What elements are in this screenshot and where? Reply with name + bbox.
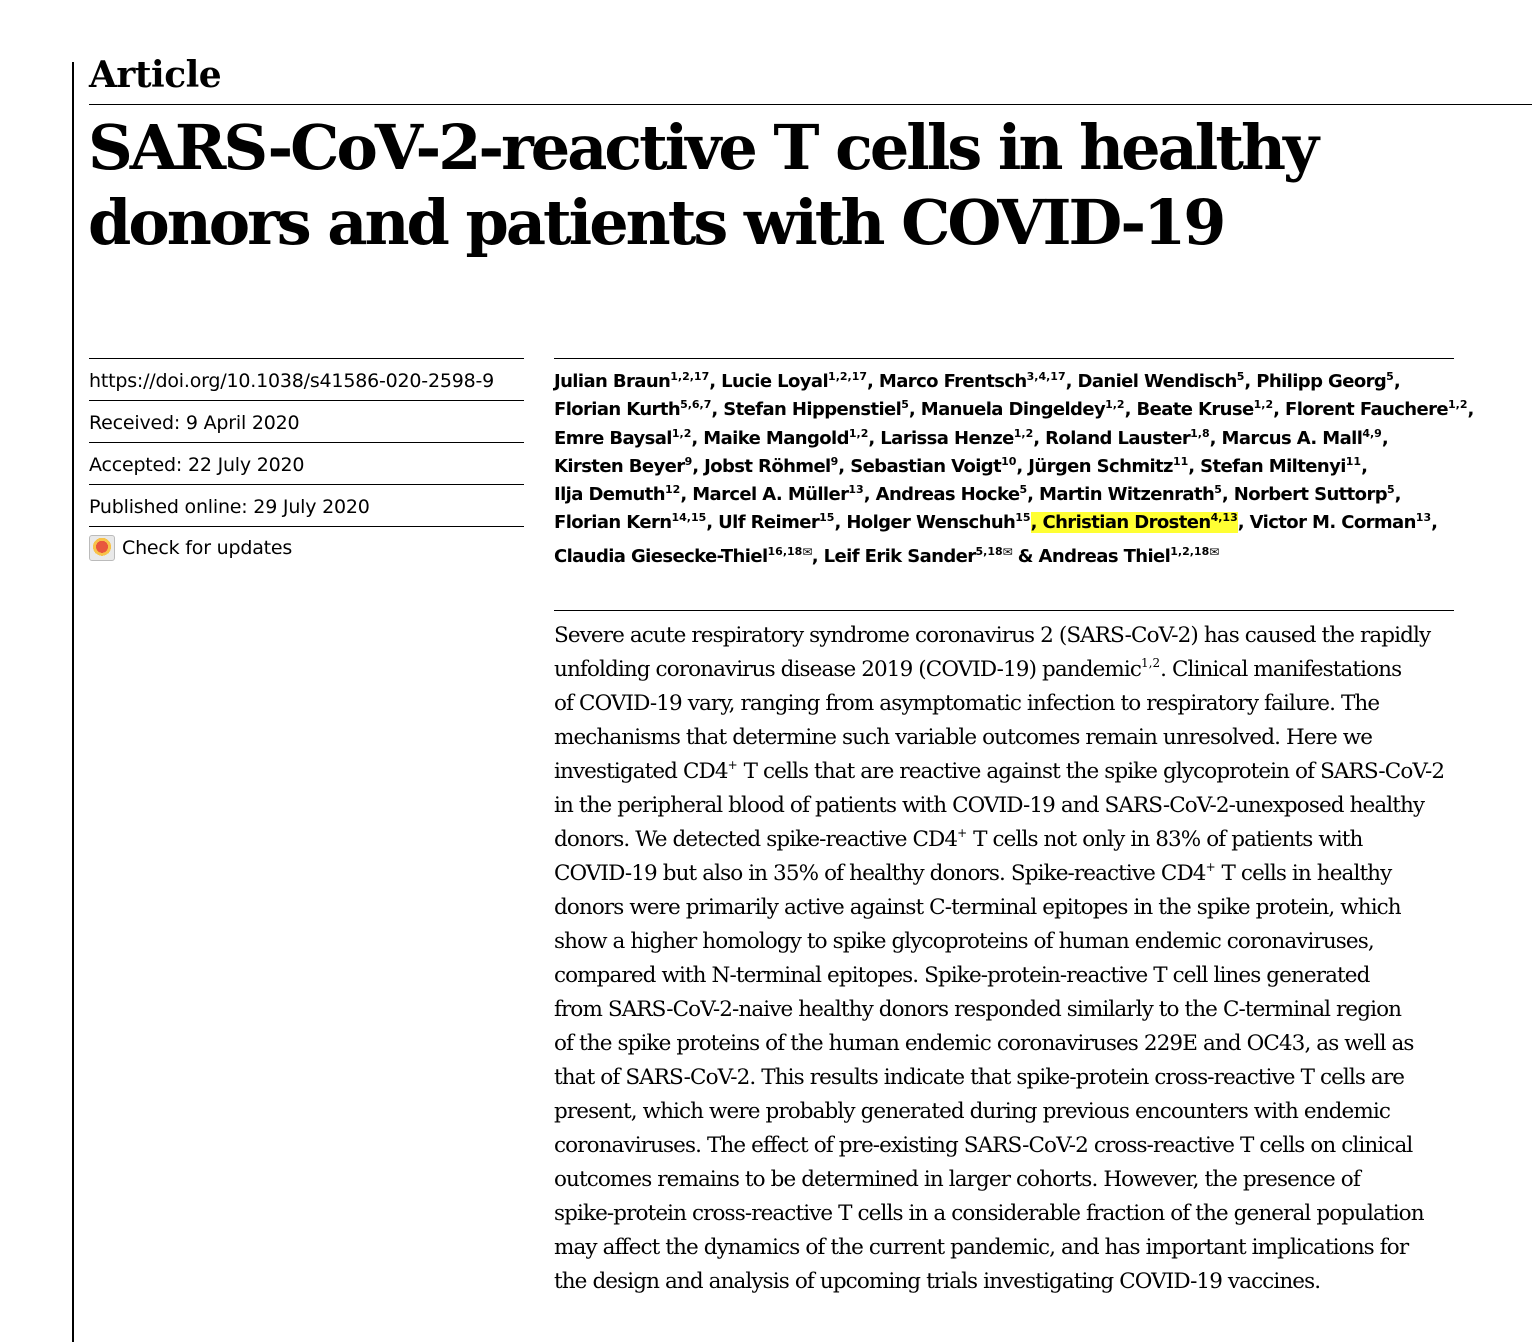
abstract-line — [554, 1265, 1454, 1299]
text: , Roland Lauster — [1033, 427, 1191, 449]
abstract-text — [554, 657, 1160, 682]
author-list — [554, 358, 1474, 571]
text: outcomes remains to be determined in larger cohorts. However, the presence of — [554, 1167, 1360, 1192]
title-line: SARS-CoV-2-reactive T cells in healthy — [88, 111, 1317, 184]
affiliation-superscript: 13 — [848, 483, 864, 497]
abstract-text — [554, 1065, 1404, 1090]
text: may affect the dynamics of the current pandemic, and has important implications for — [554, 1235, 1409, 1260]
text: , Norbert Suttorp — [1221, 484, 1388, 506]
author-name[interactable] — [554, 428, 691, 449]
abstract-line — [554, 755, 1454, 789]
article-type-label: Article — [89, 54, 222, 96]
abstract-text — [554, 861, 1216, 886]
check-for-updates-label: Check for updates — [122, 536, 293, 559]
author-separator — [1394, 371, 1400, 392]
affiliation-superscript: 5 — [1214, 483, 1222, 497]
affiliation-superscript: 4,9 — [1362, 426, 1382, 440]
text: of COVID-19 vary, ranging from asymptomatic infection to respiratory failure. The — [554, 691, 1380, 716]
text: spike-protein cross-reactive T cells in a considerable fraction of the general population — [554, 1201, 1424, 1226]
affiliation-superscript: 1,8 — [1190, 426, 1210, 440]
abstract-text — [554, 929, 1374, 954]
author-line — [554, 453, 1454, 481]
author-name[interactable] — [1244, 371, 1393, 392]
text: Claudia Giesecke-Thiel — [554, 545, 768, 567]
author-line — [554, 368, 1454, 396]
author-line — [554, 425, 1454, 453]
reference-superscript: + — [1205, 860, 1216, 874]
text: , — [1467, 399, 1474, 421]
doi-link[interactable]: https://doi.org/10.1038/s41586-020-2598-9 — [89, 358, 524, 400]
envelope-icon[interactable]: ✉ — [1209, 544, 1219, 559]
left-margin-rule — [72, 62, 74, 1342]
envelope-icon[interactable]: ✉ — [802, 544, 812, 559]
reference-superscript: + — [727, 758, 738, 772]
article-title — [88, 110, 1388, 260]
text: , Lucie Loyal — [709, 371, 829, 392]
abstract-line — [554, 1197, 1454, 1231]
author-name[interactable] — [812, 546, 1012, 567]
author-name[interactable] — [680, 484, 863, 505]
text: of the spike proteins of the human endemic coronaviruses 229E and OC43, as well as — [554, 1031, 1414, 1056]
author-line — [554, 509, 1454, 537]
affiliation-superscript: 5,6,7 — [680, 398, 712, 412]
affiliation-superscript: 5 — [1386, 370, 1394, 383]
author-name[interactable] — [867, 371, 1066, 392]
text: , Beate Kruse — [1124, 399, 1254, 421]
text: present, which were probably generated during previous encounters with endemic — [554, 1099, 1390, 1124]
abstract-text — [554, 1133, 1412, 1158]
text: , Marcus A. Mall — [1209, 427, 1363, 449]
abstract-line — [554, 789, 1454, 823]
affiliation-superscript: 1,2 — [1013, 426, 1034, 440]
author-name[interactable] — [554, 371, 709, 392]
abstract-line — [554, 1129, 1454, 1163]
author-name[interactable] — [1238, 512, 1431, 533]
text: , Leif Erik Sander — [811, 545, 976, 567]
abstract-line — [554, 925, 1454, 959]
abstract-text — [554, 1031, 1414, 1056]
text: , Marcel A. Müller — [680, 484, 849, 506]
abstract-text — [554, 895, 1401, 920]
text: , — [1431, 512, 1438, 534]
accepted-date: Accepted: 22 July 2020 — [89, 442, 524, 484]
text: mechanisms that determine such variable outcomes remain unresolved. Here we — [554, 725, 1373, 750]
author-line — [554, 481, 1454, 509]
text: T cells that are reactive against the spike glycoprotein of SARS-CoV-2 — [737, 759, 1445, 784]
text: , Victor M. Corman — [1237, 512, 1416, 534]
author-name[interactable] — [1188, 456, 1361, 477]
author-name[interactable] — [692, 456, 838, 477]
affiliation-superscript: 9 — [830, 454, 839, 468]
abstract-text — [1160, 657, 1401, 682]
author-name[interactable] — [838, 456, 1016, 477]
author-name[interactable] — [706, 512, 834, 533]
abstract-text — [554, 1235, 1408, 1260]
abstract-text — [554, 623, 1430, 648]
author-name[interactable] — [1210, 428, 1382, 449]
text: Julian Braun — [554, 371, 671, 392]
text: the design and analysis of upcoming trials investigating COVID-19 vaccines. — [554, 1269, 1321, 1294]
affiliation-superscript: 15 — [1015, 511, 1031, 525]
abstract-text — [554, 759, 738, 784]
text: , Holger Wenschuh — [834, 512, 1016, 534]
text: donors were primarily active against C-terminal epitopes in the spike protein, which — [554, 895, 1401, 920]
abstract-line — [554, 959, 1454, 993]
abstract-line — [554, 687, 1454, 721]
affiliation-superscript: 13 — [1415, 511, 1432, 525]
reference-superscript: + — [957, 826, 968, 840]
text: , Daniel Wendisch — [1065, 371, 1237, 392]
published-date: Published online: 29 July 2020 — [89, 484, 524, 526]
abstract-line — [554, 619, 1454, 653]
affiliation-superscript: 5,18 — [975, 544, 1003, 558]
text: , Ulf Reimer — [706, 512, 820, 534]
text: T cells in healthy — [1215, 861, 1392, 886]
abstract-text — [554, 1269, 1320, 1294]
affiliation-superscript: 10 — [1001, 454, 1017, 468]
text: & Andreas Thiel — [1012, 545, 1171, 567]
author-line — [554, 396, 1474, 424]
abstract-text — [967, 827, 1362, 852]
text: Kirsten Beyer — [554, 455, 685, 477]
text: in the peripheral blood of patients with COVID-19 and SARS-CoV-2-unexposed healthy — [554, 793, 1425, 818]
affiliation-superscript: 4,13 — [1210, 511, 1238, 525]
reference-superscript: 1,2 — [1141, 656, 1161, 670]
text: that of SARS-CoV-2. This results indicate that spike-protein cross-reactive T cells are — [554, 1065, 1405, 1090]
text: COVID-19 but also in 35% of healthy donors. Spike-reactive CD4 — [554, 861, 1206, 886]
abstract-line — [554, 857, 1454, 891]
title-line: donors and patients with COVID-19 — [88, 186, 1224, 259]
author-name[interactable] — [1066, 371, 1245, 392]
affiliation-superscript: 1,2 — [1253, 398, 1274, 412]
abstract-text — [738, 759, 1444, 784]
abstract-text — [554, 691, 1379, 716]
author-name[interactable] — [554, 399, 711, 420]
affiliation-superscript: 1,2 — [848, 426, 869, 440]
text: , Jobst Röhmel — [692, 455, 831, 477]
abstract-line — [554, 1231, 1454, 1265]
abstract-text — [554, 997, 1401, 1022]
author-name[interactable] — [554, 484, 680, 505]
affiliation-superscript: 14,15 — [671, 511, 707, 525]
text: , — [1394, 484, 1401, 506]
author-name[interactable] — [868, 428, 1033, 449]
text: , Maike Mangold — [691, 427, 849, 449]
text: from SARS-CoV-2-naive healthy donors responded similarly to the C-terminal region — [554, 997, 1402, 1022]
author-separator — [1468, 399, 1474, 420]
affiliation-superscript: 1,2,18 — [1170, 544, 1210, 558]
affiliation-superscript: 15 — [819, 511, 835, 525]
affiliation-superscript: 1,2 — [1105, 398, 1125, 412]
abstract-text — [554, 793, 1424, 818]
abstract-line — [554, 993, 1454, 1027]
abstract-line — [554, 891, 1454, 925]
text: Florian Kern — [554, 512, 672, 534]
text: donors. We detected spike-reactive CD4 — [554, 827, 958, 852]
affiliation-superscript: 12 — [665, 483, 681, 497]
text: unfolding coronavirus disease 2019 (COVID-19) pandemic — [554, 657, 1142, 682]
author-separator — [1431, 512, 1437, 533]
author-line — [554, 538, 1454, 571]
affiliation-superscript: 5 — [1387, 483, 1395, 497]
text: T cells not only in 83% of patients with — [967, 827, 1363, 852]
affiliation-superscript: 1,2,17 — [828, 370, 868, 383]
crossmark-icon — [89, 535, 115, 561]
affiliation-superscript: 5 — [1019, 483, 1028, 497]
affiliation-superscript: 5 — [901, 398, 909, 412]
header-rule — [89, 104, 1532, 105]
author-name[interactable] — [1273, 399, 1467, 420]
affiliation-superscript: 1,2 — [671, 426, 692, 440]
author-separator — [1361, 456, 1367, 477]
author-name[interactable] — [1016, 456, 1188, 477]
author-name[interactable] — [554, 512, 706, 533]
text: , Florent Fauchere — [1273, 399, 1449, 421]
abstract-text — [554, 1167, 1360, 1192]
text: , — [1361, 455, 1368, 477]
abstract-line — [554, 823, 1454, 857]
author-name[interactable] — [554, 456, 692, 477]
author-name[interactable] — [709, 371, 867, 392]
abstract-text — [554, 725, 1372, 750]
text: , — [1381, 427, 1389, 449]
abstract-text — [554, 827, 967, 852]
affiliation-superscript: 3,4,17 — [1026, 370, 1066, 383]
article-metadata — [89, 358, 524, 568]
text: coronaviruses. The effect of pre-existing SARS-CoV-2 cross-reactive T cells on clinical — [554, 1133, 1413, 1158]
author-name[interactable] — [1012, 546, 1219, 567]
affiliation-superscript: 1,2,17 — [670, 370, 710, 383]
text: , Marco Frentsch — [867, 371, 1027, 392]
abstract — [554, 610, 1454, 1299]
text: , — [1393, 371, 1401, 392]
abstract-line — [554, 1027, 1454, 1061]
text: , Philipp Georg — [1244, 371, 1387, 392]
author-name[interactable] — [909, 399, 1125, 420]
abstract-text — [554, 1201, 1424, 1226]
author-separator — [1382, 428, 1388, 449]
affiliation-superscript: 1,2 — [1448, 398, 1468, 412]
text: , Christian Drosten — [1030, 512, 1211, 534]
text: Emre Baysal — [554, 427, 672, 449]
affiliation-superscript: 11 — [1172, 454, 1189, 468]
author-name[interactable] — [691, 428, 868, 449]
text: . Clinical manifestations — [1160, 657, 1402, 682]
author-name[interactable] — [1222, 484, 1395, 505]
abstract-line — [554, 721, 1454, 755]
author-name[interactable] — [1031, 512, 1238, 533]
text: , Andreas Hocke — [863, 484, 1020, 506]
author-name[interactable] — [1125, 399, 1274, 420]
affiliation-superscript: 5 — [1236, 370, 1245, 383]
text: , Stefan Hippenstiel — [711, 399, 902, 421]
affiliation-superscript: 9 — [684, 454, 693, 468]
abstract-text — [554, 1099, 1390, 1124]
text: Ilja Demuth — [554, 484, 665, 506]
author-separator — [1395, 484, 1401, 505]
abstract-line — [554, 653, 1454, 687]
text: investigated CD4 — [554, 759, 728, 784]
abstract-text — [1216, 861, 1392, 886]
text: , Larissa Henze — [868, 427, 1014, 449]
text: , Sebastian Voigt — [838, 455, 1002, 477]
author-name[interactable] — [554, 546, 812, 567]
author-name[interactable] — [834, 512, 1030, 533]
check-for-updates-button[interactable] — [89, 526, 524, 568]
text: show a higher homology to spike glycoproteins of human endemic coronaviruses, — [554, 929, 1374, 954]
received-date: Received: 9 April 2020 — [89, 400, 524, 442]
author-name[interactable] — [864, 484, 1027, 505]
text: compared with N-terminal epitopes. Spike-protein-reactive T cell lines generated — [554, 963, 1370, 988]
abstract-line — [554, 1095, 1454, 1129]
affiliation-superscript: 11 — [1345, 454, 1362, 468]
envelope-icon[interactable]: ✉ — [1002, 544, 1013, 559]
affiliation-superscript: 16,18 — [767, 544, 803, 558]
author-name[interactable] — [1027, 484, 1222, 505]
text: , Stefan Miltenyi — [1188, 455, 1346, 477]
text: , Jürgen Schmitz — [1016, 455, 1173, 477]
text: Severe acute respiratory syndrome coronavirus 2 (SARS-CoV-2) has caused the rapidly — [554, 623, 1431, 648]
abstract-line — [554, 1061, 1454, 1095]
text: , Manuela Dingeldey — [908, 399, 1106, 421]
abstract-text — [554, 963, 1369, 988]
text: , Martin Witzenrath — [1027, 484, 1215, 506]
text: Florian Kurth — [554, 399, 681, 421]
author-name[interactable] — [711, 399, 909, 420]
author-name[interactable] — [1033, 428, 1209, 449]
abstract-line — [554, 1163, 1454, 1197]
